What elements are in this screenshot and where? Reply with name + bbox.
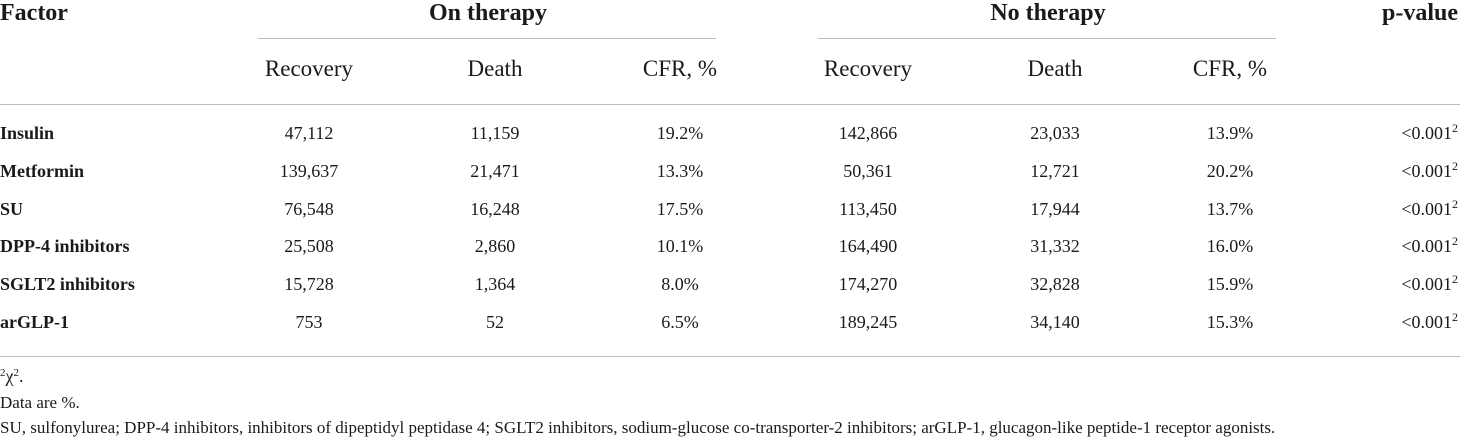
cell-on-recovery: 15,728 xyxy=(284,274,334,294)
footnote-abbreviations: SU, sulfonylurea; DPP-4 inhibitors, inhibitors of dipeptidyl peptidase 4; SGLT2 inhibitors, sodium-glucose co-transporter-2 inhibitors; arGLP-1, glucagon-like peptide-1 receptor agonists. xyxy=(0,418,1276,437)
header-p-value: p-value xyxy=(1381,0,1458,26)
cell-on-cfr: 8.0% xyxy=(661,274,699,294)
cell-no-death: 31,332 xyxy=(1030,236,1080,256)
cell-no-cfr: 15.9% xyxy=(1206,274,1254,294)
p-value-text: <0.001 xyxy=(1401,274,1452,294)
footnote-chi-square xyxy=(0,366,24,387)
cell-no-death: 12,721 xyxy=(1030,161,1080,181)
p-value-superscript: 2 xyxy=(1452,121,1458,135)
cell-on-cfr: 19.2% xyxy=(656,123,704,143)
cell-on-cfr: 10.1% xyxy=(656,236,704,256)
row-factor-label: arGLP-1 xyxy=(0,312,69,332)
header-factor: Factor xyxy=(0,0,68,26)
p-value-text: <0.001 xyxy=(1401,161,1452,181)
cell-no-recovery: 174,270 xyxy=(838,274,898,294)
cell-on-death: 2,860 xyxy=(474,236,516,256)
cell-p-value xyxy=(1401,123,1458,144)
header-no-therapy: No therapy xyxy=(990,0,1106,26)
p-value-text: <0.001 xyxy=(1401,199,1452,219)
row-factor-label: Metformin xyxy=(0,161,84,181)
cell-on-recovery: 25,508 xyxy=(284,236,334,256)
chi-tail: . xyxy=(19,366,24,386)
cell-on-recovery: 76,548 xyxy=(284,199,334,219)
chi-sup-post: 2 xyxy=(13,367,19,379)
cell-p-value xyxy=(1401,236,1458,257)
cell-on-death: 21,471 xyxy=(470,161,520,181)
cell-no-recovery: 50,361 xyxy=(843,161,893,181)
cell-on-recovery: 753 xyxy=(295,312,323,332)
cell-no-cfr: 20.2% xyxy=(1206,161,1254,181)
header-rule xyxy=(0,104,1460,105)
on-therapy-rule xyxy=(258,38,716,39)
cell-no-recovery: 142,866 xyxy=(838,123,898,143)
cell-on-recovery: 139,637 xyxy=(279,161,339,181)
cell-no-death: 23,033 xyxy=(1030,123,1080,143)
chi-sup-pre: 2 xyxy=(0,367,6,379)
p-value-text: <0.001 xyxy=(1401,236,1452,256)
cell-on-death: 1,364 xyxy=(474,274,516,294)
cell-on-death: 52 xyxy=(486,312,504,332)
cell-on-cfr: 6.5% xyxy=(661,312,699,332)
subheader-no-cfr: CFR, % xyxy=(1192,56,1268,81)
p-value-superscript: 2 xyxy=(1452,197,1458,211)
subheader-on-death: Death xyxy=(467,56,523,81)
cell-p-value xyxy=(1401,199,1458,220)
table-bottom-rule xyxy=(0,356,1460,357)
no-therapy-rule xyxy=(818,38,1276,39)
cell-no-recovery: 189,245 xyxy=(838,312,898,332)
cell-no-death: 32,828 xyxy=(1030,274,1080,294)
subheader-no-recovery: Recovery xyxy=(823,56,913,81)
cell-on-death: 16,248 xyxy=(470,199,520,219)
cell-on-death: 11,159 xyxy=(470,123,520,143)
cell-p-value xyxy=(1401,274,1458,295)
cell-no-cfr: 16.0% xyxy=(1206,236,1254,256)
subheader-on-cfr: CFR, % xyxy=(642,56,718,81)
cell-no-death: 17,944 xyxy=(1030,199,1080,219)
header-on-therapy: On therapy xyxy=(428,0,547,26)
cell-on-recovery: 47,112 xyxy=(284,123,334,143)
row-factor-label: SU xyxy=(0,199,24,219)
cell-no-recovery: 113,450 xyxy=(839,199,897,219)
p-value-superscript: 2 xyxy=(1452,234,1458,248)
row-factor-label: SGLT2 inhibitors xyxy=(0,274,135,294)
cell-no-cfr: 15.3% xyxy=(1206,312,1254,332)
footnote-data-note: Data are %. xyxy=(0,393,80,412)
p-value-superscript: 2 xyxy=(1452,310,1458,324)
p-value-text: <0.001 xyxy=(1401,123,1452,143)
chi-symbol: χ xyxy=(5,366,14,386)
p-value-text: <0.001 xyxy=(1401,312,1452,332)
cell-p-value xyxy=(1401,161,1458,182)
cell-p-value xyxy=(1401,312,1458,333)
cell-no-death: 34,140 xyxy=(1030,312,1080,332)
cell-no-cfr: 13.9% xyxy=(1206,123,1254,143)
cell-on-cfr: 17.5% xyxy=(656,199,704,219)
cell-on-cfr: 13.3% xyxy=(656,161,704,181)
p-value-superscript: 2 xyxy=(1452,159,1458,173)
subheader-on-recovery: Recovery xyxy=(264,56,354,81)
p-value-superscript: 2 xyxy=(1452,272,1458,286)
cell-no-cfr: 13.7% xyxy=(1206,199,1254,219)
subheader-no-death: Death xyxy=(1027,56,1083,81)
row-factor-label: Insulin xyxy=(0,123,55,143)
cell-no-recovery: 164,490 xyxy=(838,236,898,256)
row-factor-label: DPP-4 inhibitors xyxy=(0,236,130,256)
